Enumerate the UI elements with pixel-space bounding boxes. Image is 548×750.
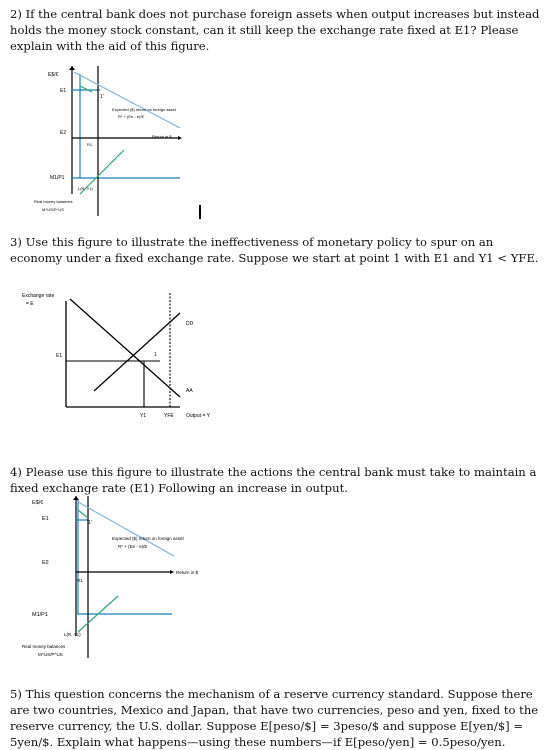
question-5: 5) This question concerns the mechanism of a reserve currency standard. Suppose there are two countries, Mexico and Japan, that have two currencies, peso and yen, fixed to the reserve currency, the U.S. dollar. Suppose E[peso/$] = 3peso/$ and suppose E[yen/$] = 5yen/$. Explain what happens—using these numbers—if E[peso/yen] = 0.5peso/yen.: [10, 687, 539, 749]
figure-exchange-rate-money-market-1: [20, 66, 220, 216]
return-in-dollars-label: Return in $: [176, 570, 199, 575]
aa-curve: [70, 299, 180, 397]
y-axis-sublabel: = E: [26, 301, 34, 307]
e1-label: E1: [60, 88, 67, 94]
money-demand-label: L(R, Y1): [64, 632, 81, 637]
expected-return-formula: R* + (Ee - e)/E: [118, 544, 148, 549]
figure-exchange-rate-money-market-2: [22, 496, 222, 666]
money-formula-label: M^US/P^US: [42, 207, 64, 212]
return-arrow: [170, 570, 174, 574]
real-money-balances-label: Real money balances: [34, 199, 73, 204]
axis-arrow: [73, 496, 79, 500]
green-shift-small: [80, 86, 92, 92]
expected-return-formula: R* + (Ee - e)/E: [118, 114, 145, 119]
yfe-label: YFE: [164, 413, 174, 419]
e1-label: E1: [42, 516, 49, 522]
figure-dd-aa: [20, 285, 220, 445]
point-1-label: 1: [154, 352, 157, 358]
question-4: 4) Please use this figure to illustrate the actions the central bank must take to maintain a fixed exchange rate (E1) Following an increase in output.: [10, 465, 537, 495]
y-axis-label: Exchange rate: [22, 293, 55, 299]
dd-label: DD: [186, 321, 194, 327]
r1-label: R1: [77, 578, 83, 583]
question-3: 3) Use this figure to illustrate the ineffectiveness of monetary policy to spur on an economy under a fixed exchange rate. Suppose we start at point 1 with E1 and Y1 < YFE.: [10, 235, 539, 265]
money-formula-label: M^US/P^US: [38, 652, 63, 657]
y1-label: Y1: [140, 413, 147, 419]
expected-return-curve: [74, 72, 180, 128]
e2-label: E2: [42, 560, 49, 566]
money-demand-label: L(R, Y1): [78, 186, 93, 191]
expected-return-label: Expected ($) return on foreign asset: [112, 536, 184, 541]
x-axis-label: Output = Y: [186, 413, 210, 419]
axis-arrow: [69, 66, 75, 70]
return-arrow: [178, 136, 182, 140]
dd-curve: [94, 313, 180, 391]
e2-label: E2: [60, 130, 67, 136]
y-axis-label: E$/€: [48, 72, 59, 78]
question-2: 2) If the central bank does not purchase foreign assets when output increases but instead holds the money stock constant, can it still keep the exchange rate fixed at E1? Please explain with the aid of this figure.: [10, 7, 540, 53]
point-1-prime: 1': [100, 94, 104, 100]
return-in-dollars-label: Return in $: [152, 134, 172, 139]
aa-label: AA: [186, 388, 193, 394]
real-money-balances-label: Real money balances: [22, 644, 66, 649]
green-shift-small: [78, 510, 88, 518]
r1-label: R1: [87, 142, 93, 147]
point-1-prime: 1': [88, 520, 92, 526]
m1p1-label: M1/P1: [32, 612, 48, 618]
y-axis-label: E$/€: [32, 500, 44, 506]
m1p1-label: M1/P1: [50, 175, 65, 181]
e1-label: E1: [56, 353, 63, 359]
text-cursor: [199, 205, 201, 219]
expected-return-label: Expected ($) return on foreign asset: [112, 107, 176, 112]
